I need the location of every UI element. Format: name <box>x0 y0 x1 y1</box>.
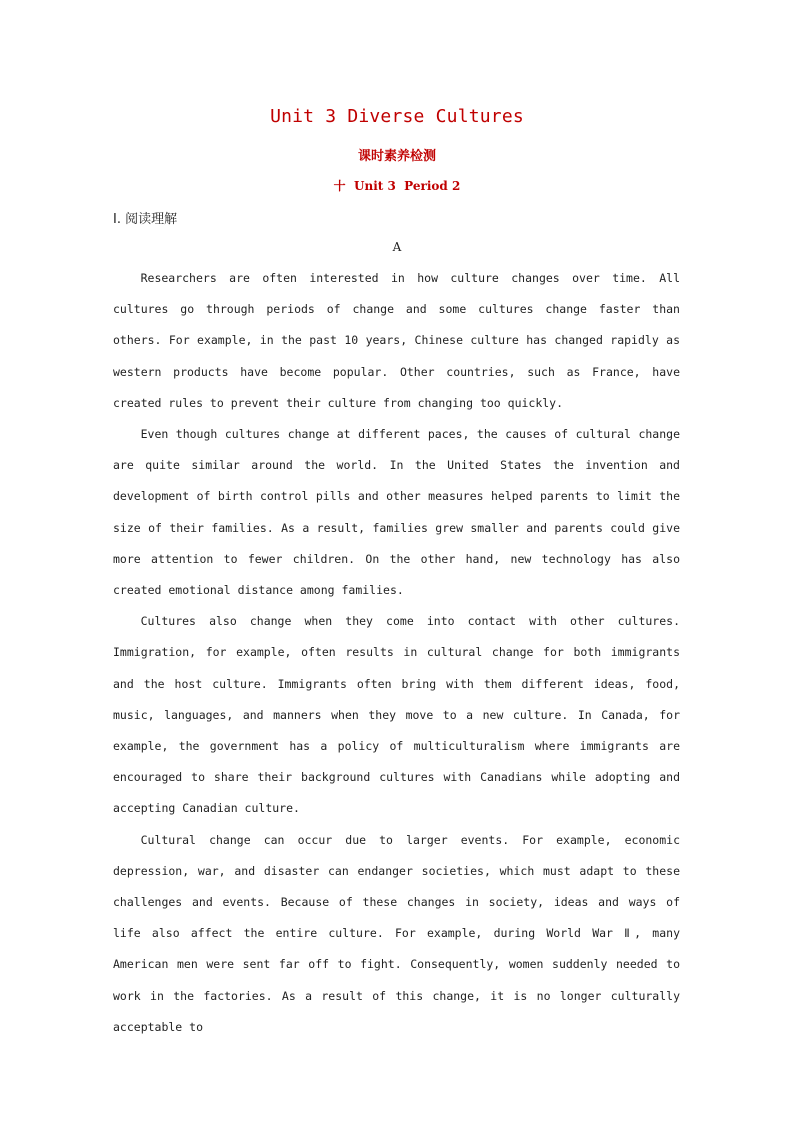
paragraph-3: Cultures also change when they come into contact with other cultures. Immigration, for example, often results in cultural change for both immigrants and the host culture. Immigrants often bring with them different ideas, food, music, languages, and manners when they move to a new culture. In Canada, for example, the government has a policy of multiculturalism where immigrants are encouraged to share their background cultures with Canadians while adopting and accepting Canadian culture. <box>113 614 680 816</box>
passage-label: A <box>392 240 402 254</box>
page-title: Unit 3 Diverse Cultures <box>270 106 524 127</box>
paragraph-2: Even though cultures change at different paces, the causes of cultural change are quite similar around the world. In the United States the invention and development of birth control pills and other measures helped parents to limit the size of their families. As a result, families grew smaller and parents could give more attention to fewer children. On the other hand, new technology has also created emotional distance among families. <box>113 427 680 598</box>
passage-body <box>113 263 680 1043</box>
paragraph-1: Researchers are often interested in how culture changes over time. All cultures go through periods of change and some cultures change faster than others. For example, in the past 10 years, Chinese culture has changed rapidly as western products have become popular. Other countries, such as France, have created rules to prevent their culture from changing too quickly. <box>113 271 680 410</box>
page-subtitle: 课时素养检测 <box>357 149 436 164</box>
section-heading: Ⅰ. 阅读理解 <box>113 212 178 227</box>
paragraph-4: Cultural change can occur due to larger events. For example, economic depression, war, and disaster can endanger societies, which must adapt to these challenges and events. Because of these changes in society, ideas and ways of life also affect the entire culture. For example, during World War Ⅱ, many American men were sent far off to fight. Consequently, women suddenly needed to work in the factories. As a result of this change, it is no longer culturally acceptable to <box>113 832 680 1034</box>
period-heading: 十 Unit 3 Period 2 <box>333 179 461 193</box>
